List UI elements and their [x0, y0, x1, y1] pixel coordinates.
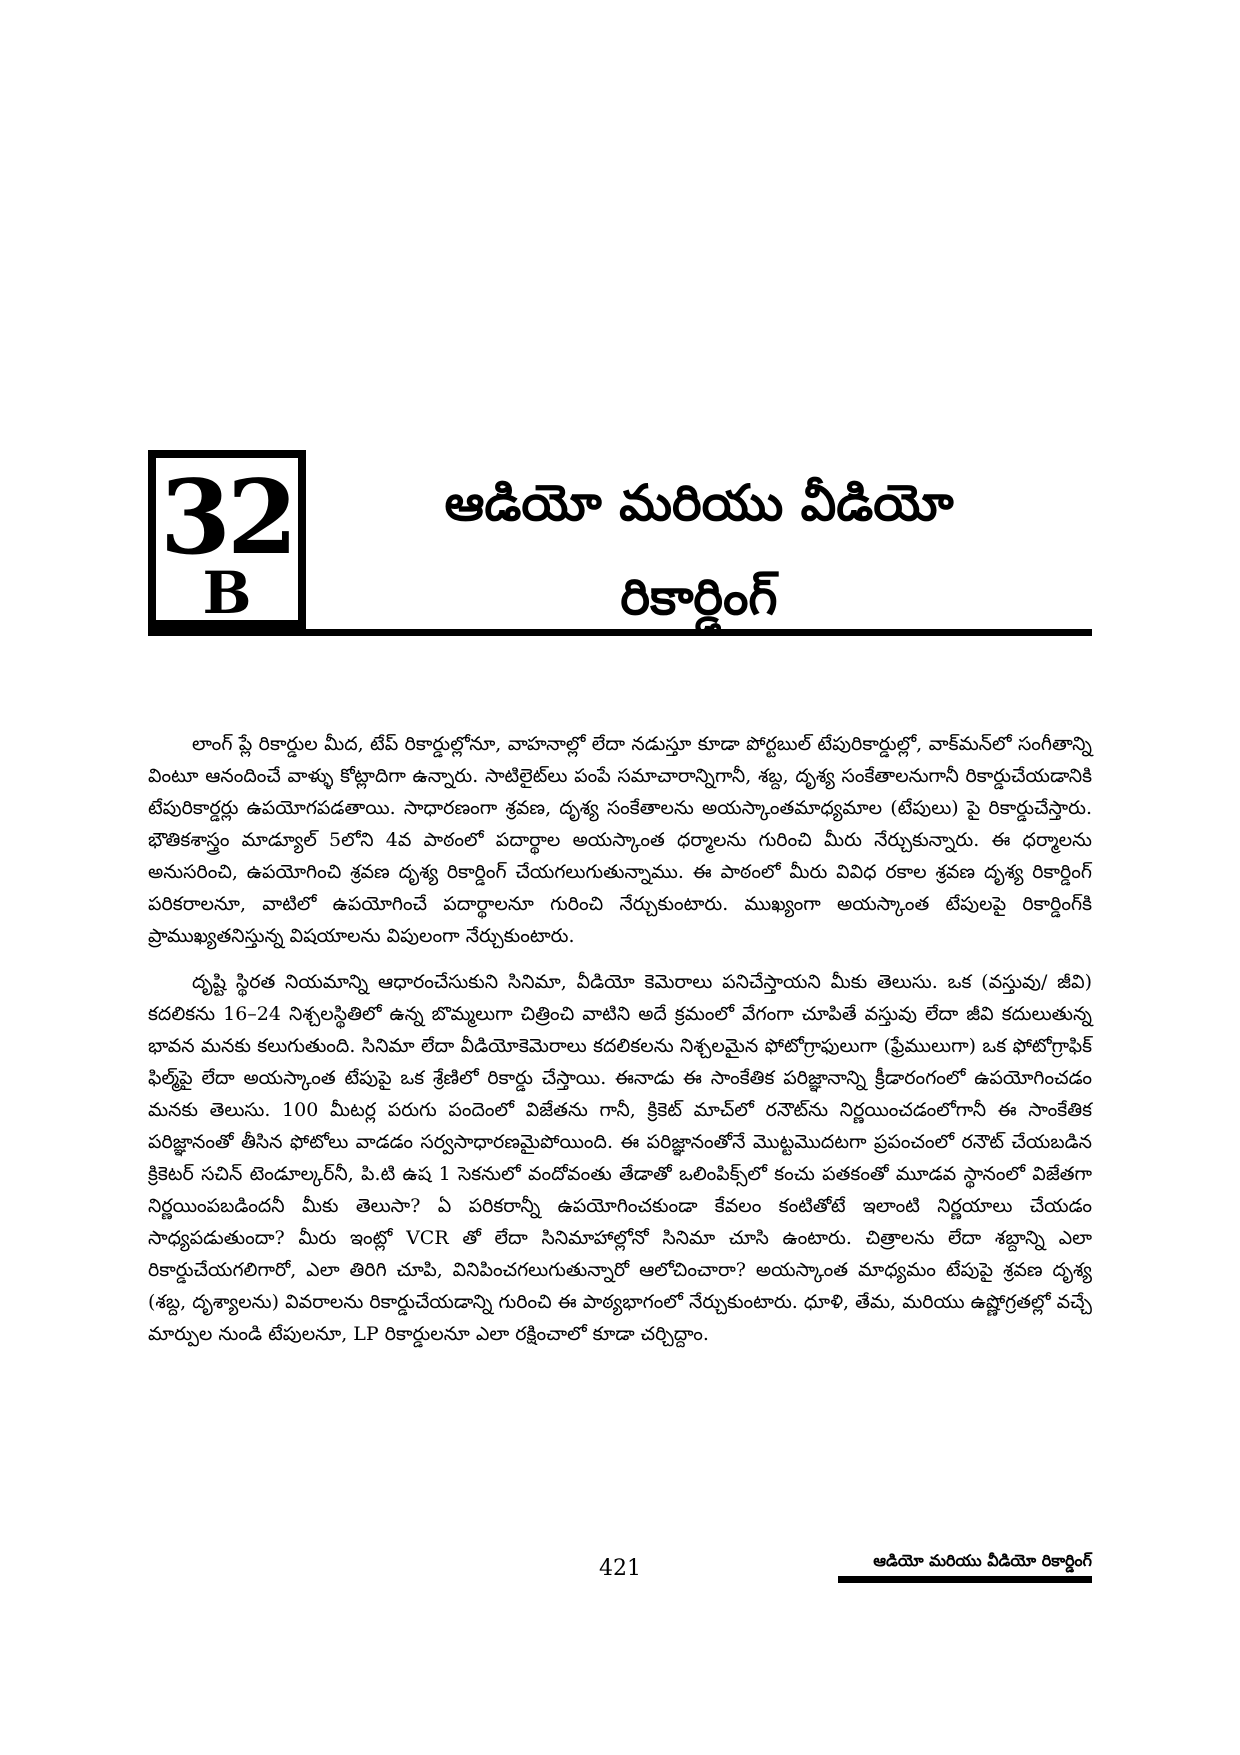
chapter-title-line-2: రికార్డింగ్	[620, 568, 778, 626]
paragraph-1: లాంగ్ ప్లే రికార్డుల మీద, టేప్ రికార్డుల్లోనూ, వాహనాల్లో లేదా నడుస్తూ కూడా పోర్టబుల్ టేపురికార్డుల్లో, వాక్‌మన్‌లో సంగీతాన్ని వింటూ ఆనందించే వాళ్ళు కోట్లాదిగా ఉన్నారు. సాటిలైట్‌లు పంపే సమాచారాన్నిగానీ, శబ్ద, దృశ్య సంకేతాలనుగానీ రికార్డుచేయడానికి టేపురికార్డర్లు ఉపయోగపడతాయి. సాధారణంగా శ్రవణ, దృశ్య సంకేతాలను అయస్కాంతమాధ్యమాల (టేపులు) పై రికార్డుచేస్తారు. భౌతికశాస్త్రం మాడ్యూల్ 5లోని 4వ పాఠంలో పదార్థాల అయస్కాంత ధర్మాలను గురించి మీరు నేర్చుకున్నారు. ఈ ధర్మాలను అనుసరించి, ఉపయోగించి శ్రవణ దృశ్య రికార్డింగ్ చేయగలుగుతున్నాము. ఈ పాఠంలో మీరు వివిధ రకాల శ్రవణ దృశ్య రికార్డింగ్ పరికరాలనూ, వాటిలో ఉపయోగించే పదార్థాలనూ గురించి నేర్చుకుంటారు. ముఖ్యంగా అయస్కాంత టేపులపై రికార్డింగ్‌కి ప్రాముఖ్యతనిస్తున్న విషయాలను విపులంగా నేర్చుకుంటారు.	[148, 733, 1092, 947]
paragraph-2: దృష్టి స్థిరత నియమాన్ని ఆధారంచేసుకుని సినిమా, వీడియో కెమెరాలు పనిచేస్తాయని మీకు తెలుసు. ఒక (వస్తువు/ జీవి) కదలికను 16–24 నిశ్చలస్థితిలో ఉన్న బొమ్మలుగా చిత్రించి వాటిని అదే క్రమంలో వేగంగా చూపితే వస్తువు లేదా జీవి కదులుతున్న భావన మనకు కలుగుతుంది. సినిమా లేదా వీడియోకెమెరాలు కదలికలను నిశ్చలమైన ఫోటోగ్రాఫులుగా (ఫ్రేములుగా) ఒక ఫోటోగ్రాఫిక్ ఫిల్మ్‌పై లేదా అయస్కాంత టేపుపై ఒక శ్రేణిలో రికార్డు చేస్తాయి. ఈనాడు ఈ సాంకేతిక పరిజ్ఞానాన్ని క్రీడారంగంలో ఉపయోగించడం మనకు తెలుసు. 100 మీటర్ల పరుగు పందెంలో విజేతను గానీ, క్రికెట్ మాచ్‌లో రనౌట్‌ను నిర్ణయించడంలోగానీ ఈ సాంకేతిక పరిజ్ఞానంతో తీసిన ఫోటోలు వాడడం సర్వసాధారణమైపోయింది. ఈ పరిజ్ఞానంతోనే మొట్టమొదటగా ప్రపంచంలో రనౌట్ చేయబడిన క్రికెటర్ సచిన్ టెండూల్కర్‌నీ, పి.టి ఉష 1 సెకనులో వందోవంతు తేడాతో ఒలింపిక్స్‌లో కంచు పతకంతో మూడవ స్థానంలో విజేతగా నిర్ణయింపబడిందనీ మీకు తెలుసా? ఏ పరికరాన్నీ ఉపయోగించకుండా కేవలం కంటితోటే ఇలాంటి నిర్ణయాలు చేయడం సాధ్యపడుతుందా? మీరు ఇంట్లో VCR తో లేదా సినిమాహాల్లోనో సినిమా చూసి ఉంటారు. చిత్రాలను లేదా శబ్దాన్ని ఎలా రికార్డుచేయగలిగారో, ఎలా తిరిగి చూపి, వినిపించగలుగుతున్నారో ఆలోచించారా? అయస్కాంత మాధ్యమం టేపుపై శ్రవణ దృశ్య (శబ్ద, దృశ్యాలను) వివరాలను రికార్డుచేయడాన్ని గురించి ఈ పాఠ్యభాగంలో నేర్చుకుంటారు. ధూళి, తేమ, మరియు ఉష్ణోగ్రతల్లో వచ్చే మార్పుల నుండి టేపులనూ, LP రికార్డులనూ ఎలా రక్షించాలో కూడా చర్చిద్దాం.	[148, 971, 1092, 1345]
running-title-underline	[838, 1576, 1092, 1583]
chapter-number-box	[148, 450, 306, 636]
page-number: 421	[599, 1556, 641, 1581]
running-title: ఆడియో మరియు వీడియో రికార్డింగ్	[873, 1551, 1092, 1570]
chapter-number-box-inner	[156, 458, 298, 627]
chapter-number: 32	[160, 458, 294, 578]
chapter-letter: B	[202, 559, 252, 627]
chapter-title-line-1: ఆడియో మరియు వీడియో	[444, 474, 954, 532]
body-text	[148, 728, 1092, 1364]
title-underline	[306, 629, 1092, 636]
